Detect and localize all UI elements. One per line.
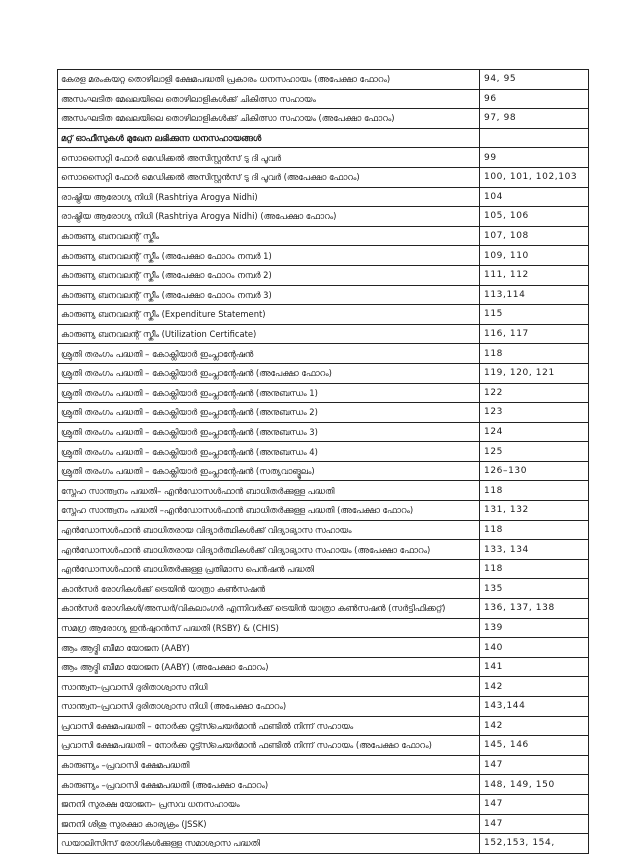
row-page-numbers: 124 [480, 422, 589, 442]
row-page-numbers: 147 [480, 814, 589, 834]
row-title: ശ്രുതി തരംഗം പദ്ധതി – കോക്ലിയാർ ഇംപ്ലാന്റേഷൻ [58, 344, 480, 364]
row-title: ശ്രുതി തരംഗം പദ്ധതി – കോക്ലിയാർ ഇംപ്ലാന്റേഷൻ (സത്യവാങ്മൂലം) [58, 461, 480, 481]
row-page-numbers: 115 [480, 305, 589, 325]
row-title: കാരുണ്യം –പ്രവാസി ക്ഷേമപദ്ധതി (അപേക്ഷാ ഫോറം) [58, 775, 480, 795]
row-page-numbers: 99 [480, 148, 589, 168]
row-title: എൻഡോസൾഫാൻ ബാധിതരായ വിദ്യാർത്ഥികൾക്ക് വിദ്യാഭ്യാസ സഹായം (അപേക്ഷാ ഫോറം) [58, 540, 480, 560]
table-row [58, 109, 589, 129]
row-title: കാരുണ്യ ബനവലന്റ് സ്കീം (അപേക്ഷാ ഫോറം നമ്പർ 3) [58, 285, 480, 305]
row-page-numbers: 123 [480, 403, 589, 423]
row-page-numbers: 136, 137, 138 [480, 599, 589, 619]
row-title: ജനനി സുരക്ഷ യോജന– പ്രസവ ധനസഹായം [58, 794, 480, 814]
table-row [58, 540, 589, 560]
index-table [57, 69, 589, 854]
table-row [58, 481, 589, 501]
table-row [58, 226, 589, 246]
row-page-numbers: 100, 101, 102,103 [480, 167, 589, 187]
row-page-numbers: 133, 134 [480, 540, 589, 560]
table-row [58, 775, 589, 795]
row-title: കാരുണ്യ ബനവലന്റ് സ്കീം (അപേക്ഷാ ഫോറം നമ്പർ 2) [58, 265, 480, 285]
row-title: പ്രവാസി ക്ഷേമപദ്ധതി – നോർക്ക റൂട്ട്സ്ചെയർമാൻ ഫണ്ടിൽ നിന്ന് സഹായം [58, 716, 480, 736]
table-row [58, 579, 589, 599]
table-row [58, 70, 589, 90]
table-row [58, 461, 589, 481]
row-title: ശ്രുതി തരംഗം പദ്ധതി – കോക്ലിയാർ ഇംപ്ലാന്റേഷൻ (അപേക്ഷാ ഫോറം) [58, 363, 480, 383]
table-row [58, 618, 589, 638]
row-page-numbers: 107, 108 [480, 226, 589, 246]
table-row [58, 363, 589, 383]
row-page-numbers: 145, 146 [480, 736, 589, 756]
table-row [58, 520, 589, 540]
row-page-numbers: 147 [480, 755, 589, 775]
row-page-numbers: 118 [480, 520, 589, 540]
row-page-numbers: 118 [480, 344, 589, 364]
row-title: കാരുണ്യ ബനവലന്റ് സ്കീം (Expenditure Statement) [58, 305, 480, 325]
table-row [58, 677, 589, 697]
row-title: സ്നേഹ സാന്ത്വനം പദ്ധതി –എൻഡോസൾഫാൻ ബാധിതർക്കുള്ള പദ്ധതി (അപേക്ഷാ ഫോറം) [58, 501, 480, 521]
row-page-numbers: 111, 112 [480, 265, 589, 285]
table-row [58, 148, 589, 168]
table-row [58, 285, 589, 305]
table-row [58, 559, 589, 579]
row-title: കാൻസർ രോഗികൾക്ക് ട്രെയിൻ യാത്രാ കൺസഷൻ [58, 579, 480, 599]
row-page-numbers: 94, 95 [480, 70, 589, 90]
row-page-numbers: 142 [480, 716, 589, 736]
table-row [58, 814, 589, 834]
row-page-numbers: 140 [480, 638, 589, 658]
table-row [58, 755, 589, 775]
row-page-numbers: 97, 98 [480, 109, 589, 129]
row-title: അസംഘടിത മേഖലയിലെ തൊഴിലാളികൾക്ക് ചികിത്സാ സഹായം [58, 89, 480, 109]
row-title: ശ്രുതി തരംഗം പദ്ധതി – കോക്ലിയാർ ഇംപ്ലാന്റേഷൻ (അനുബന്ധം 2) [58, 403, 480, 423]
row-title: സൊസൈറ്റി ഫോർ മെഡിക്കൽ അസിസ്റ്റൻസ് ടു ദി പൂവർ [58, 148, 480, 168]
row-title: കേരള മരംകയറ്റ തൊഴിലാളി ക്ഷേമപദ്ധതി പ്രകാരം ധനസഹായം (അപേക്ഷാ ഫോറം) [58, 70, 480, 90]
table-row [58, 344, 589, 364]
row-page-numbers: 142 [480, 677, 589, 697]
table-row [58, 265, 589, 285]
table-row [58, 383, 589, 403]
row-title: ആം ആദ്മി ബീമാ യോജന (AABY) [58, 638, 480, 658]
row-page-numbers: 104 [480, 187, 589, 207]
table-row [58, 657, 589, 677]
row-page-numbers: 143,144 [480, 697, 589, 717]
row-title: മറ്റ് ഓഫീസുകൾ മുഖേന ലഭിക്കുന്ന ധനസഹായങ്ങൾ [58, 128, 480, 148]
row-title: രാഷ്ട്രിയ ആരോഗ്യ നിധി (Rashtriya Arogya Nidhi) [58, 187, 480, 207]
table-row [58, 442, 589, 462]
row-title: കാരുണ്യം –പ്രവാസി ക്ഷേമപദ്ധതി [58, 755, 480, 775]
table-row [58, 736, 589, 756]
row-title: കാരുണ്യ ബനവലന്റ് സ്കീം [58, 226, 480, 246]
row-page-numbers: 122 [480, 383, 589, 403]
row-title: രാഷ്ട്രിയ ആരോഗ്യ നിധി (Rashtriya Arogya Nidhi) (അപേക്ഷാ ഫോറം) [58, 207, 480, 227]
row-title: കാൻസർ രോഗികൾ/അന്ധർ/വികലാംഗർ എന്നിവർക്ക് ട്രെയിൻ യാത്രാ കൺസഷൻ (സർട്ടിഫിക്കറ്റ്) [58, 599, 480, 619]
row-title: ശ്രുതി തരംഗം പദ്ധതി – കോക്ലിയാർ ഇംപ്ലാന്റേഷൻ (അനുബന്ധം 3) [58, 422, 480, 442]
table-row [58, 187, 589, 207]
row-page-numbers: 139 [480, 618, 589, 638]
row-title: ഡയാലിസിസ് രോഗികൾക്കുള്ള സമാശ്വാസ പദ്ധതി [58, 834, 480, 854]
row-page-numbers: 148, 149, 150 [480, 775, 589, 795]
table-row [58, 834, 589, 854]
row-title: സൊസൈറ്റി ഫോർ മെഡിക്കൽ അസിസ്റ്റൻസ് ടു ദി പൂവർ (അപേക്ഷാ ഫോറം) [58, 167, 480, 187]
row-page-numbers: 118 [480, 481, 589, 501]
row-page-numbers: 152,153, 154, [480, 834, 589, 854]
row-title: ശ്രുതി തരംഗം പദ്ധതി – കോക്ലിയാർ ഇംപ്ലാന്റേഷൻ (അനുബന്ധം 1) [58, 383, 480, 403]
table-row [58, 716, 589, 736]
row-page-numbers: 118 [480, 559, 589, 579]
table-row [58, 167, 589, 187]
section-heading-row [58, 128, 589, 148]
table-row [58, 422, 589, 442]
row-page-numbers: 147 [480, 794, 589, 814]
row-page-numbers: 105, 106 [480, 207, 589, 227]
row-title: ജനനി ശിശു സുരക്ഷാ കാര്യക്രം (JSSK) [58, 814, 480, 834]
index-table-body [58, 70, 589, 854]
table-row [58, 207, 589, 227]
row-page-numbers: 119, 120, 121 [480, 363, 589, 383]
row-page-numbers: 131, 132 [480, 501, 589, 521]
table-row [58, 501, 589, 521]
row-title: സാന്ത്വന–പ്രവാസി ദുരിതാശ്വാസ നിധി (അപേക്ഷാ ഫോറം) [58, 697, 480, 717]
table-row [58, 246, 589, 266]
row-page-numbers: 141 [480, 657, 589, 677]
table-row [58, 305, 589, 325]
row-page-numbers: 125 [480, 442, 589, 462]
row-title: എൻഡോസൾഫാൻ ബാധിതരായ വിദ്യാർത്ഥികൾക്ക് വിദ്യാഭ്യാസ സഹായം [58, 520, 480, 540]
row-page-numbers: 135 [480, 579, 589, 599]
table-row [58, 794, 589, 814]
row-page-numbers: 126–130 [480, 461, 589, 481]
row-page-numbers: 109, 110 [480, 246, 589, 266]
row-title: ശ്രുതി തരംഗം പദ്ധതി – കോക്ലിയാർ ഇംപ്ലാന്റേഷൻ (അനുബന്ധം 4) [58, 442, 480, 462]
row-title: അസംഘടിത മേഖലയിലെ തൊഴിലാളികൾക്ക് ചികിത്സാ സഹായം (അപേക്ഷാ ഫോറം) [58, 109, 480, 129]
row-title: സാന്ത്വന–പ്രവാസി ദുരിതാശ്വാസ നിധി [58, 677, 480, 697]
table-row [58, 638, 589, 658]
table-row [58, 324, 589, 344]
row-title: കാരുണ്യ ബനവലന്റ് സ്കീം (അപേക്ഷാ ഫോറം നമ്പർ 1) [58, 246, 480, 266]
row-title: സ്നേഹ സാന്ത്വനം പദ്ധതി– എൻഡോസൾഫാൻ ബാധിതർക്കുള്ള പദ്ധതി [58, 481, 480, 501]
row-page-numbers: 116, 117 [480, 324, 589, 344]
row-title: കാരുണ്യ ബനവലന്റ് സ്കീം (Utilization Certificate) [58, 324, 480, 344]
row-title: സമഗ്ര ആരോഗ്യ ഇൻഷുറൻസ് പദ്ധതി (RSBY) & (CHIS) [58, 618, 480, 638]
table-row [58, 403, 589, 423]
table-row [58, 697, 589, 717]
row-page-numbers: 113,114 [480, 285, 589, 305]
row-title: പ്രവാസി ക്ഷേമപദ്ധതി – നോർക്ക റൂട്ട്സ്ചെയർമാൻ ഫണ്ടിൽ നിന്ന് സഹായം (അപേക്ഷാ ഫോറം) [58, 736, 480, 756]
row-page-numbers [480, 128, 589, 148]
row-title: ആം ആദ്മി ബീമാ യോജന (AABY) (അപേക്ഷാ ഫോറം) [58, 657, 480, 677]
row-page-numbers: 96 [480, 89, 589, 109]
table-row [58, 89, 589, 109]
row-title: എൻഡോസൾഫാൻ ബാധിതർക്കുള്ള പ്രതിമാസ പെൻഷൻ പദ്ധതി [58, 559, 480, 579]
table-row [58, 599, 589, 619]
